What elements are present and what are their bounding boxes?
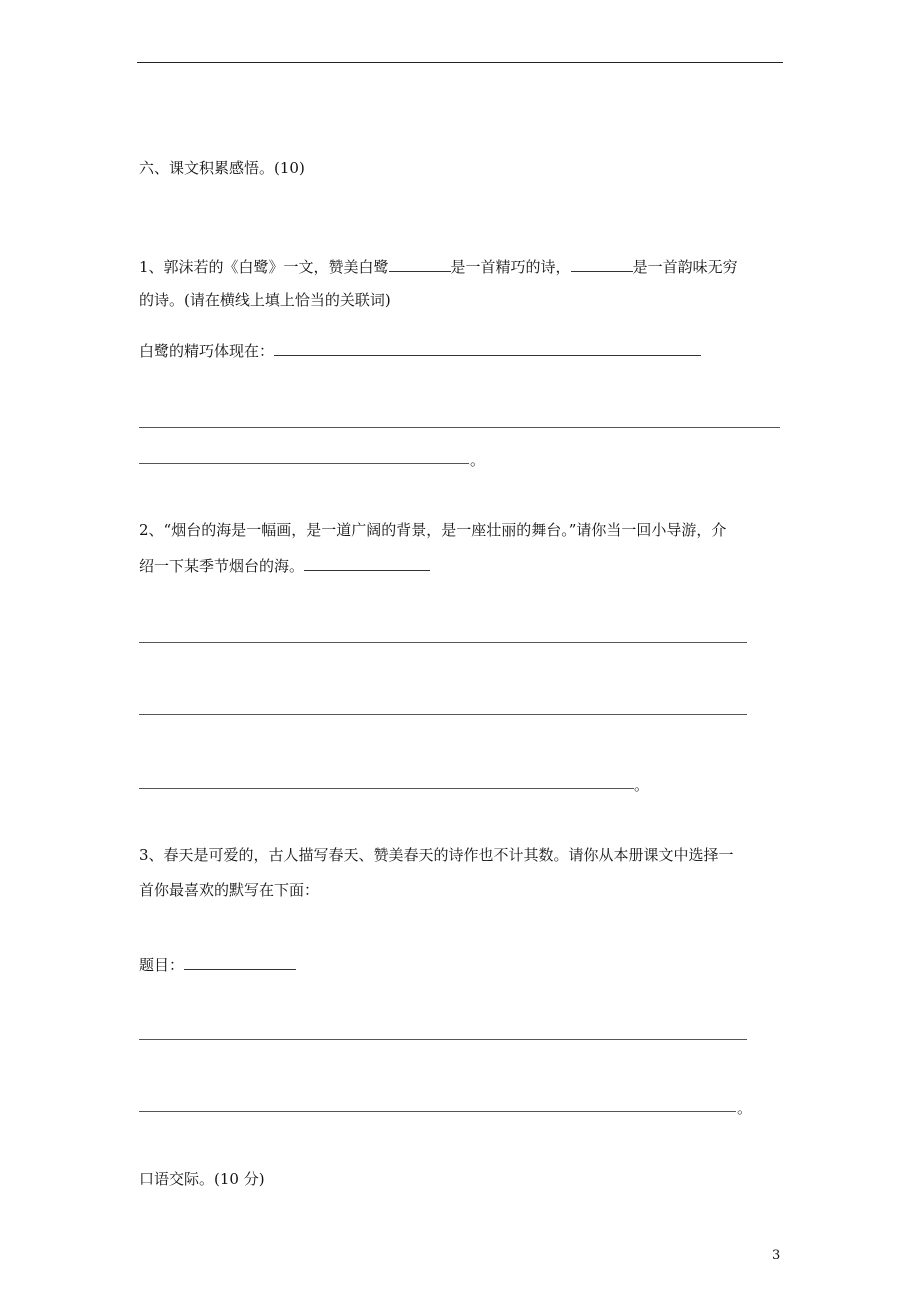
q2-line2: 绍一下某季节烟台的海。: [139, 557, 305, 575]
q3-line2: 首你最喜欢的默写在下面：: [139, 881, 320, 899]
oral-heading: 口语交际。(10 分): [139, 1170, 265, 1188]
q1-answer-line-2[interactable]: [139, 463, 469, 464]
q2-answer-line-2[interactable]: [139, 714, 747, 715]
q3-title-blank[interactable]: [184, 954, 296, 970]
q1-answer-line-1[interactable]: [139, 427, 780, 428]
q3-end-mark: 。: [737, 1099, 753, 1117]
q1-line1: [139, 256, 738, 277]
q3-title-row: [139, 954, 296, 975]
q3-answer-line-2[interactable]: [139, 1111, 736, 1112]
q2-line1: 2、“烟台的海是一幅画，是一道广阔的背景，是一座壮丽的舞台。”请你当一回小导游，介: [139, 521, 727, 539]
q3-title-label: 题目：: [139, 956, 185, 974]
q1-prompt-row: [139, 340, 701, 361]
q1-line1-a: 1、郭沫若的《白鹭》一文，赞美白鹭: [139, 258, 389, 276]
q1-line1-b: 是一首精巧的诗，: [450, 258, 571, 276]
q3-line1: 3、春天是可爱的，古人描写春天、赞美春天的诗作也不计其数。请你从本册课文中选择一: [139, 846, 734, 864]
q1-line2: 的诗。(请在横线上填上恰当的关联词): [139, 291, 391, 309]
q2-line2-row: [139, 555, 430, 576]
q3-answer-line-1[interactable]: [139, 1039, 747, 1040]
q1-blank-2[interactable]: [571, 256, 633, 272]
q1-blank-1[interactable]: [389, 256, 451, 272]
q2-season-blank[interactable]: [304, 555, 430, 571]
q1-end-mark: 。: [470, 451, 486, 469]
q1-line1-c: 是一首韵味无穷: [632, 258, 738, 276]
q2-end-mark: 。: [634, 776, 650, 794]
page-number: 3: [772, 1248, 781, 1263]
header-rule: [137, 62, 783, 63]
q1-answer-blank[interactable]: [274, 340, 701, 356]
section-six-heading: 六、课文积累感悟。(10): [139, 159, 305, 177]
q2-answer-line-3[interactable]: [139, 788, 634, 789]
q2-answer-line-1[interactable]: [139, 642, 747, 643]
q1-prompt: 白鹭的精巧体现在：: [139, 342, 275, 360]
